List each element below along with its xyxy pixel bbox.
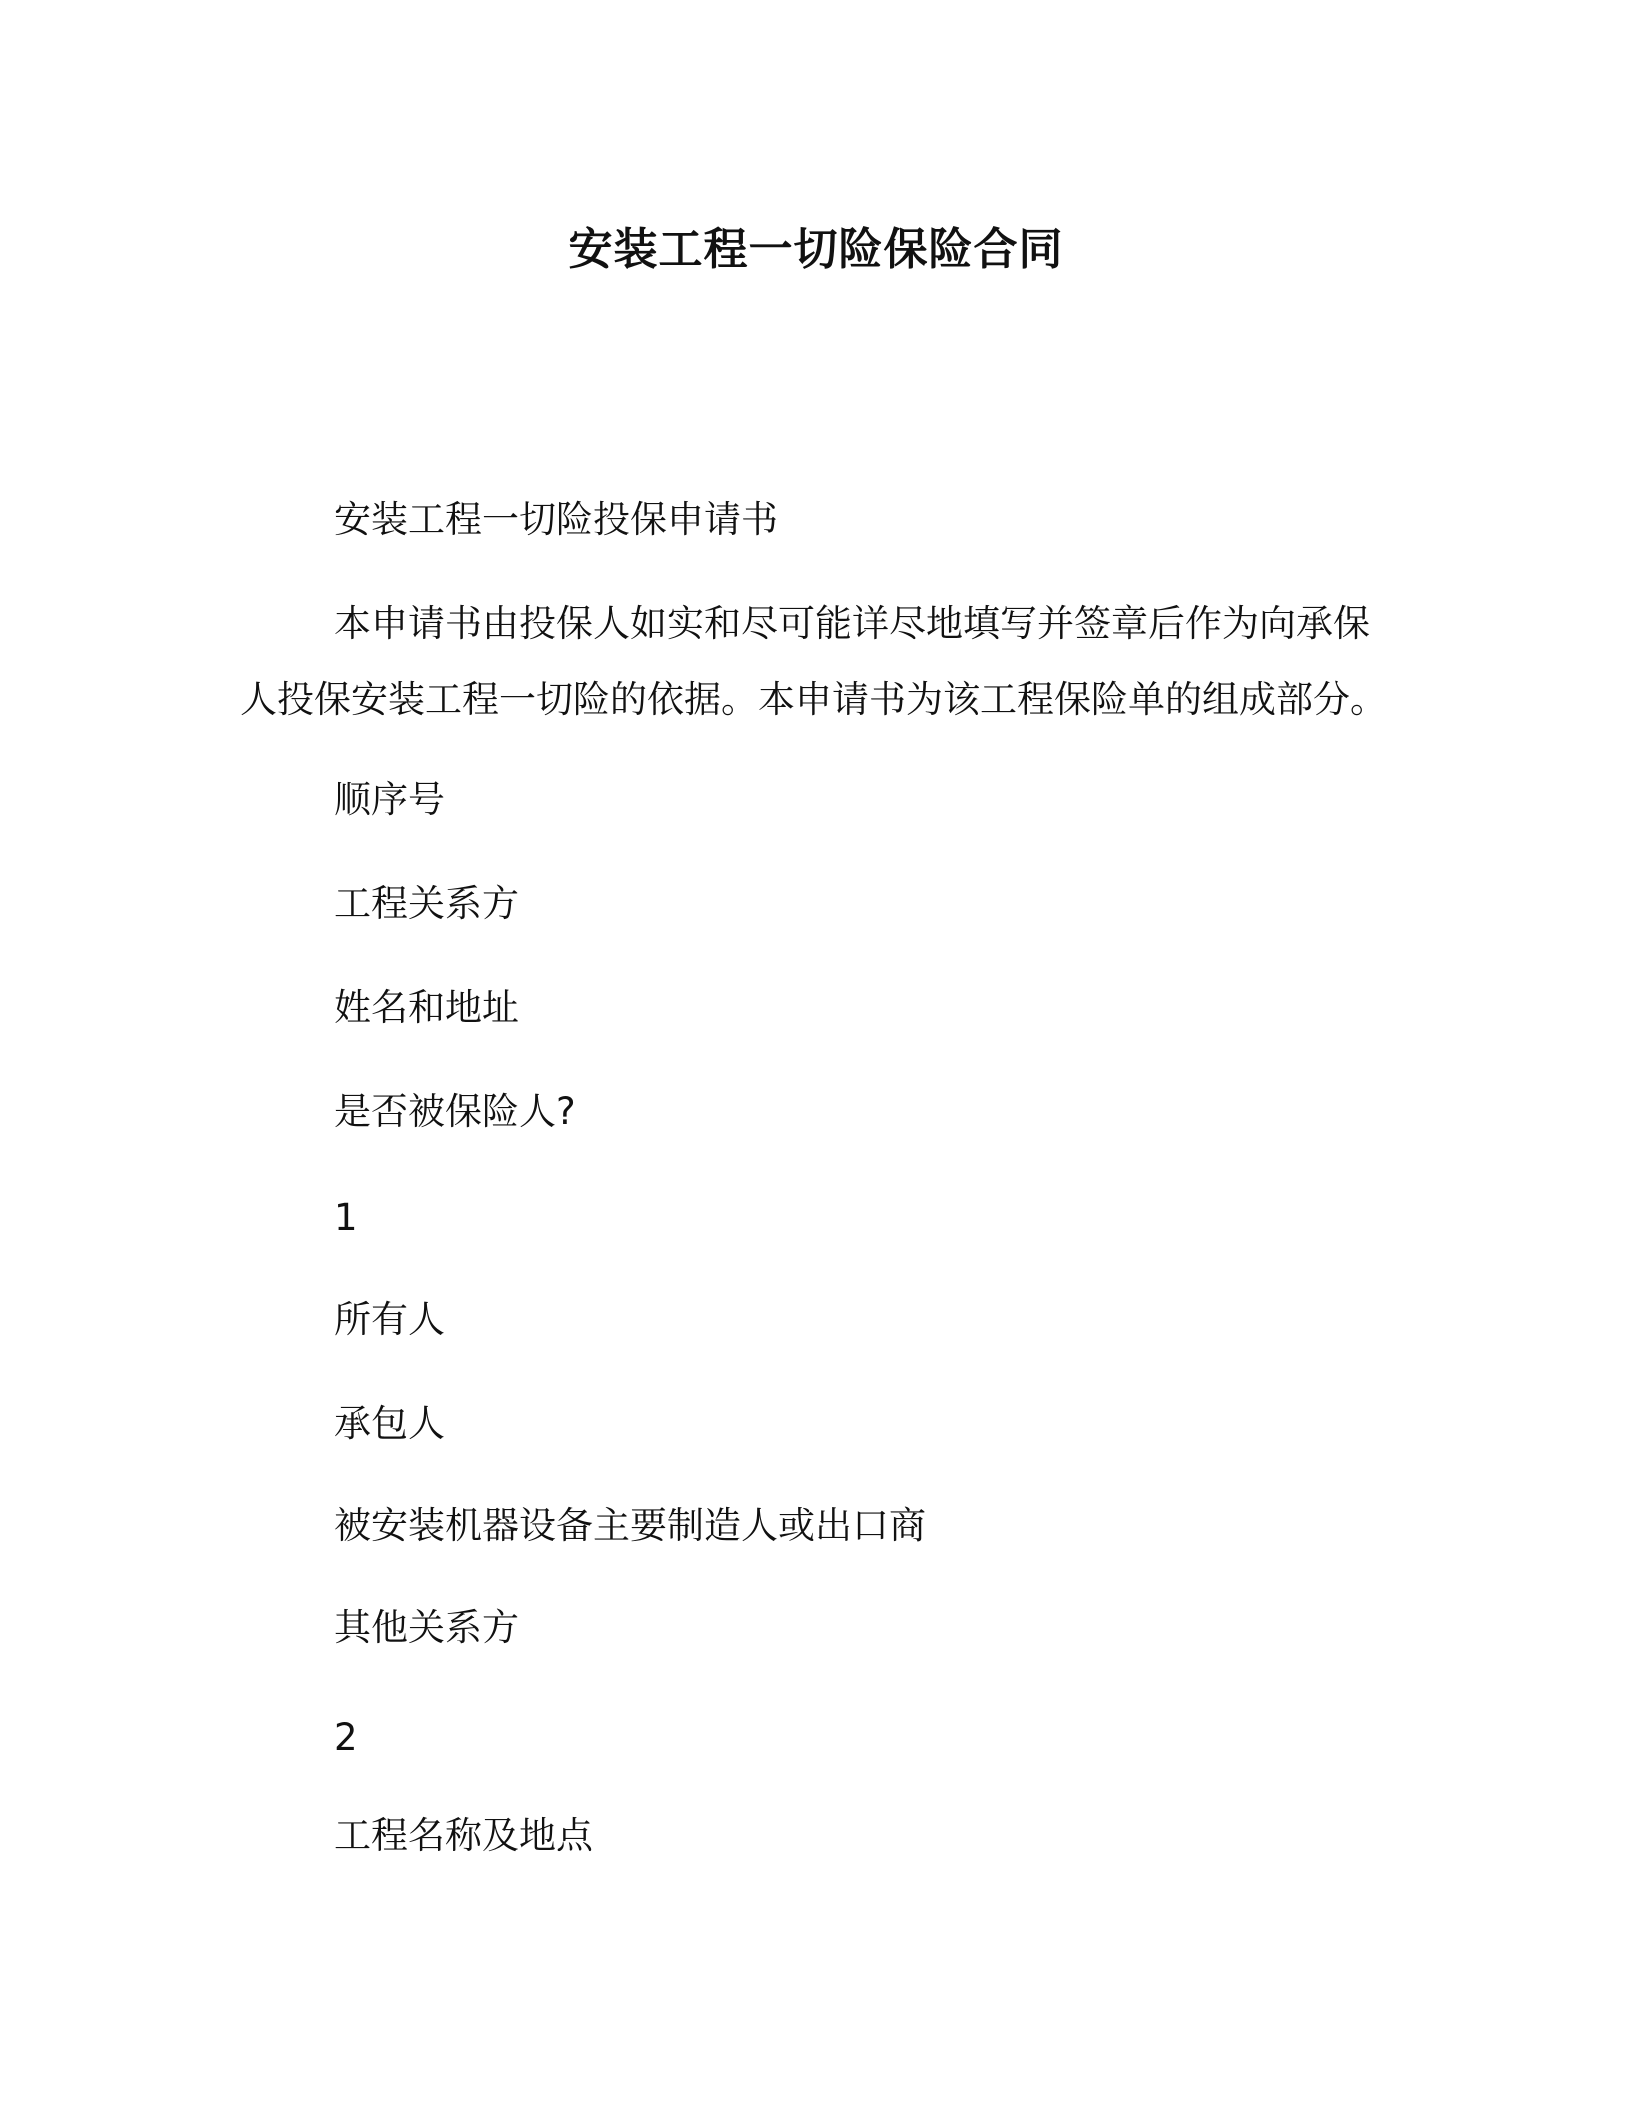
field-project-parties: 工程关系方 bbox=[334, 882, 519, 925]
party-contractor: 承包人 bbox=[334, 1402, 445, 1445]
item-number-1: 1 bbox=[334, 1196, 358, 1239]
document-title: 安装工程一切险保险合同 bbox=[568, 224, 1064, 275]
party-other: 其他关系方 bbox=[334, 1606, 519, 1649]
party-manufacturer-or-exporter: 被安装机器设备主要制造人或出口商 bbox=[334, 1504, 926, 1547]
intro-paragraph-line-2: 人投保安装工程一切险的依据。本申请书为该工程保险单的组成部分。 bbox=[240, 678, 1387, 721]
field-name-and-address: 姓名和地址 bbox=[334, 986, 519, 1029]
item-number-2: 2 bbox=[334, 1716, 358, 1759]
field-sequence-number: 顺序号 bbox=[334, 778, 445, 821]
party-owner: 所有人 bbox=[334, 1298, 445, 1341]
subtitle: 安装工程一切险投保申请书 bbox=[334, 498, 778, 541]
field-project-name-and-location: 工程名称及地点 bbox=[334, 1814, 593, 1857]
intro-paragraph-line-1: 本申请书由投保人如实和尽可能详尽地填写并签章后作为向承保 bbox=[334, 602, 1370, 645]
field-is-insured: 是否被保险人? bbox=[334, 1090, 576, 1133]
